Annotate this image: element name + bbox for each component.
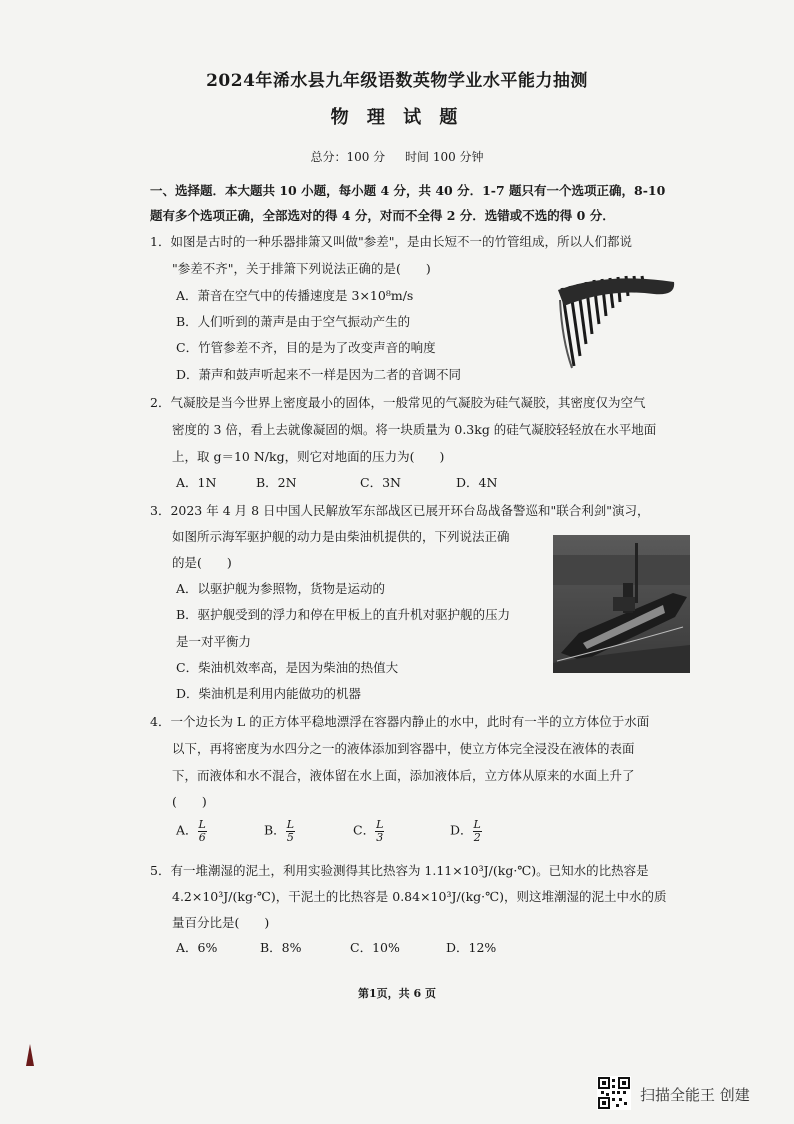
q4-line-2: 以下，再将密度为水四分之一的液体添加到容器中，使立方体完全浸没在液体的表面	[172, 741, 635, 756]
scan-artifact-mark	[26, 1044, 34, 1066]
exam-subtitle: 物 理 试 题	[330, 107, 464, 128]
q1-line-2: "参差不齐"，关于排箫下列说法正确的是( )	[172, 261, 431, 276]
q4-option-a-numerator: L	[198, 818, 206, 831]
q4-option-a-denominator: 6	[198, 830, 206, 844]
q1-option-d: D．萧声和鼓声听起来不一样是因为二者的音调不同	[176, 367, 462, 382]
q4-option-a-fraction	[198, 819, 207, 843]
q4-option-a	[176, 819, 207, 843]
q3-option-d: D．柴油机是利用内能做功的机器	[176, 686, 362, 701]
q1-line-1: 1．如图是古时的一种乐器排箫又叫做"参差"，是由长短不一的竹管组成，所以人们都说	[150, 234, 632, 249]
q5-line-2: 4.2×10³J/(kg·℃)，干泥土的比热容是 0.84×10³J/(kg·℃)，则这堆潮湿的泥土中水的质	[172, 889, 667, 904]
q2-option-b: B．2N	[256, 475, 297, 490]
q2-option-c: C．3N	[360, 475, 401, 490]
q2-line-1: 2．气凝胶是当今世界上密度最小的固体，一般常见的气凝胶为硅气凝胶，其密度仅为空气	[150, 395, 646, 410]
q1-option-b: B．人们听到的萧声是由于空气振动产生的	[176, 314, 411, 329]
q1-option-a: A．萧音在空气中的传播速度是 3×10⁸m/s	[176, 288, 414, 303]
q5-line-3: 量百分比是( )	[172, 915, 270, 930]
q5-line-1: 5．有一堆潮湿的泥土，利用实验测得其比热容为 1.11×10³J/(kg·℃)。已知水的比热容是	[150, 863, 649, 878]
q4-option-c-label: C．	[353, 822, 376, 838]
section-instruction-2: 题有多个选项正确，全部选对的得 4 分，对而不全得 2 分．选错或不选的得 0 分．	[150, 208, 615, 223]
q4-option-b-label: B．	[264, 822, 286, 838]
q4-option-a-label: A．	[176, 822, 198, 838]
q3-option-a: A．以驱护舰为参照物，货物是运动的	[176, 581, 386, 596]
q2-line-2: 密度的 3 倍，看上去就像凝固的烟。将一块质量为 0.3kg 的硅气凝胶轻轻放在水平地面	[172, 422, 657, 437]
panpipe-illustration	[548, 270, 688, 370]
scanner-watermark: 扫描全能王 创建	[640, 1086, 750, 1104]
section-instruction-1: 一、选择题．本大题共 10 小题，每小题 4 分，共 40 分．1-7 题只有一个选项正确，8-10	[150, 183, 666, 198]
q4-option-b-denominator: 5	[286, 830, 294, 844]
exam-title: 2024年浠水县九年级语数英物学业水平能力抽测	[206, 71, 588, 91]
q4-line-1: 4．一个边长为 L 的正方体平稳地漂浮在容器内静止的水中，此时有一半的立方体位于水面	[150, 714, 650, 729]
total-score: 总分：100 分	[310, 150, 386, 164]
q4-option-d-denominator: 2	[473, 830, 481, 844]
q4-option-b	[264, 819, 295, 843]
q5-option-a: A．6%	[176, 940, 218, 955]
q4-line-3: 下，而液体和水不混合，液体留在水上面，添加液体后，立方体从原来的水面上升了	[172, 768, 635, 783]
q1-option-c: C．竹管参差不齐，目的是为了改变声音的响度	[176, 340, 436, 355]
q5-option-c: C．10%	[350, 940, 400, 955]
q4-option-d-numerator: L	[473, 818, 481, 831]
q4-option-d	[450, 819, 482, 843]
q4-option-c-fraction	[375, 819, 384, 843]
q3-line-3: 的是( )	[172, 555, 232, 570]
q4-line-4: ( )	[172, 794, 207, 809]
q4-option-c-denominator: 3	[376, 830, 384, 844]
q3-option-c: C．柴油机效率高，是因为柴油的热值大	[176, 660, 399, 675]
q4-option-c-numerator: L	[376, 818, 384, 831]
q4-option-d-label: D．	[450, 822, 473, 838]
exam-time: 时间 100 分钟	[405, 150, 484, 164]
q4-option-b-numerator: L	[286, 818, 294, 831]
exam-meta	[0, 148, 794, 165]
q2-option-d: D．4N	[456, 475, 498, 490]
q2-line-3: 上，取 g＝10 N/kg，则它对地面的压力为( )	[172, 449, 445, 464]
q3-line-1: 3．2023 年 4 月 8 日中国人民解放军东部战区已展开环台岛战备警巡和"联合利剑"演习，	[150, 503, 650, 518]
q3-option-b: B．驱护舰受到的浮力和停在甲板上的直升机对驱护舰的压力	[176, 607, 511, 622]
q3-line-2: 如图所示海军驱护舰的动力是由柴油机提供的，下列说法正确	[172, 529, 510, 544]
page-footer: 第1页，共 6 页	[358, 987, 436, 1000]
q4-option-d-fraction	[473, 819, 482, 843]
q5-option-b: B．8%	[260, 940, 302, 955]
q4-option-c	[353, 819, 384, 843]
warship-photo	[553, 535, 690, 673]
q3-option-b-cont: 是一对平衡力	[176, 634, 252, 649]
q5-option-d: D．12%	[446, 940, 497, 955]
qr-code-icon	[597, 1076, 631, 1110]
q4-option-b-fraction	[286, 819, 295, 843]
q2-option-a: A．1N	[176, 475, 217, 490]
